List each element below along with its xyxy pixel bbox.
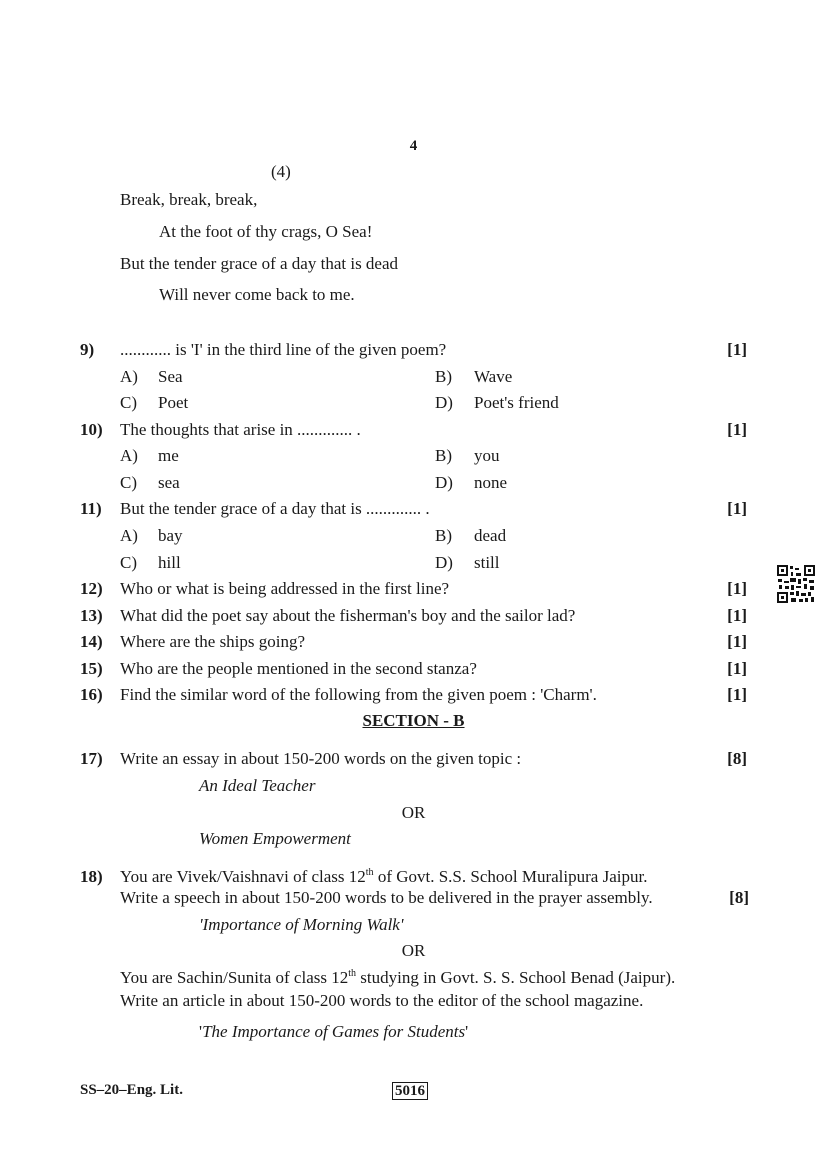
option-letter: B)	[435, 367, 452, 386]
option-text: bay	[158, 526, 183, 545]
speech-topic: 'Importance of Morning Walk'	[199, 915, 404, 934]
question-number: 15)	[80, 659, 103, 678]
paper-code: SS–20–Eng. Lit.	[80, 1082, 183, 1098]
question-text: You are Vivek/Vaishnavi of class 12th of Govt. S.S. School Muralipura Jaipur.	[120, 867, 648, 886]
option-letter: B)	[435, 526, 452, 545]
question-number: 13)	[80, 606, 103, 625]
question-number: 9)	[80, 340, 95, 359]
poem-line: Will never come back to me.	[159, 285, 355, 304]
question-marks: [1]	[727, 340, 747, 359]
question-number: 11)	[80, 499, 102, 518]
question-text: Write a speech in about 150-200 words to be delivered in the prayer assembly.	[120, 888, 653, 907]
question-text: Who are the people mentioned in the second stanza?	[120, 659, 477, 678]
option-letter: B)	[435, 446, 452, 465]
question-text: Who or what is being addressed in the first line?	[120, 579, 450, 598]
option-letter: D)	[435, 393, 453, 412]
question-marks: [1]	[727, 632, 747, 651]
question-marks: [1]	[727, 685, 747, 704]
question-marks: [1]	[727, 420, 747, 439]
poem-line: At the foot of thy crags, O Sea!	[159, 222, 373, 241]
option-letter: C)	[120, 393, 137, 412]
option-letter: C)	[120, 553, 137, 572]
option-text: Sea	[158, 367, 183, 386]
question-marks: [8]	[727, 749, 747, 768]
question-text: You are Sachin/Sunita of class 12th studying in Govt. S. S. School Benad (Jaipur).	[120, 968, 676, 987]
section-heading: SECTION - B	[362, 711, 465, 730]
option-text: Wave	[474, 367, 513, 386]
option-text: you	[474, 446, 500, 465]
question-text: Where are the ships going?	[120, 632, 306, 651]
essay-topic: An Ideal Teacher	[199, 776, 316, 795]
option-letter: D)	[435, 473, 453, 492]
question-marks: [1]	[727, 606, 747, 625]
article-topic: 'The Importance of Games for Students'	[199, 1022, 469, 1041]
poem-label: (4)	[271, 162, 291, 181]
option-letter: A)	[120, 367, 138, 386]
essay-topic: Women Empowerment	[199, 829, 351, 848]
question-number: 14)	[80, 632, 103, 651]
option-letter: A)	[120, 446, 138, 465]
page-number: 4	[409, 138, 418, 154]
question-text: Write an article in about 150-200 words to the editor of the school magazine.	[120, 991, 644, 1010]
question-text: The thoughts that arise in ............. .	[120, 420, 361, 439]
question-marks: [1]	[727, 579, 747, 598]
option-text: Poet	[158, 393, 189, 412]
question-text: But the tender grace of a day that is ............. .	[120, 499, 430, 518]
question-text: Find the similar word of the following from the given poem : 'Charm'.	[120, 685, 597, 704]
or-separator: OR	[401, 803, 426, 822]
question-number: 10)	[80, 420, 103, 439]
question-number: 16)	[80, 685, 103, 704]
option-text: still	[474, 553, 500, 572]
question-text: Write an essay in about 150-200 words on the given topic :	[120, 749, 522, 768]
or-separator: OR	[401, 941, 426, 960]
qr-code-icon	[776, 564, 816, 604]
question-number: 17)	[80, 749, 103, 768]
question-marks: [8]	[729, 888, 749, 907]
poem-line: Break, break, break,	[120, 190, 258, 209]
option-text: sea	[158, 473, 180, 492]
option-text: hill	[158, 553, 181, 572]
question-number: 12)	[80, 579, 103, 598]
question-text: What did the poet say about the fisherman's boy and the sailor lad?	[120, 606, 576, 625]
option-letter: C)	[120, 473, 137, 492]
question-number: 18)	[80, 867, 103, 886]
poem-line: But the tender grace of a day that is dead	[120, 254, 399, 273]
question-text: ............ is 'I' in the third line of the given poem?	[120, 340, 447, 359]
option-text: me	[158, 446, 179, 465]
question-marks: [1]	[727, 659, 747, 678]
option-letter: A)	[120, 526, 138, 545]
option-text: dead	[474, 526, 507, 545]
option-text: none	[474, 473, 508, 492]
question-marks: [1]	[727, 499, 747, 518]
option-text: Poet's friend	[474, 393, 559, 412]
option-letter: D)	[435, 553, 453, 572]
page-code-box: 5016	[392, 1080, 428, 1100]
